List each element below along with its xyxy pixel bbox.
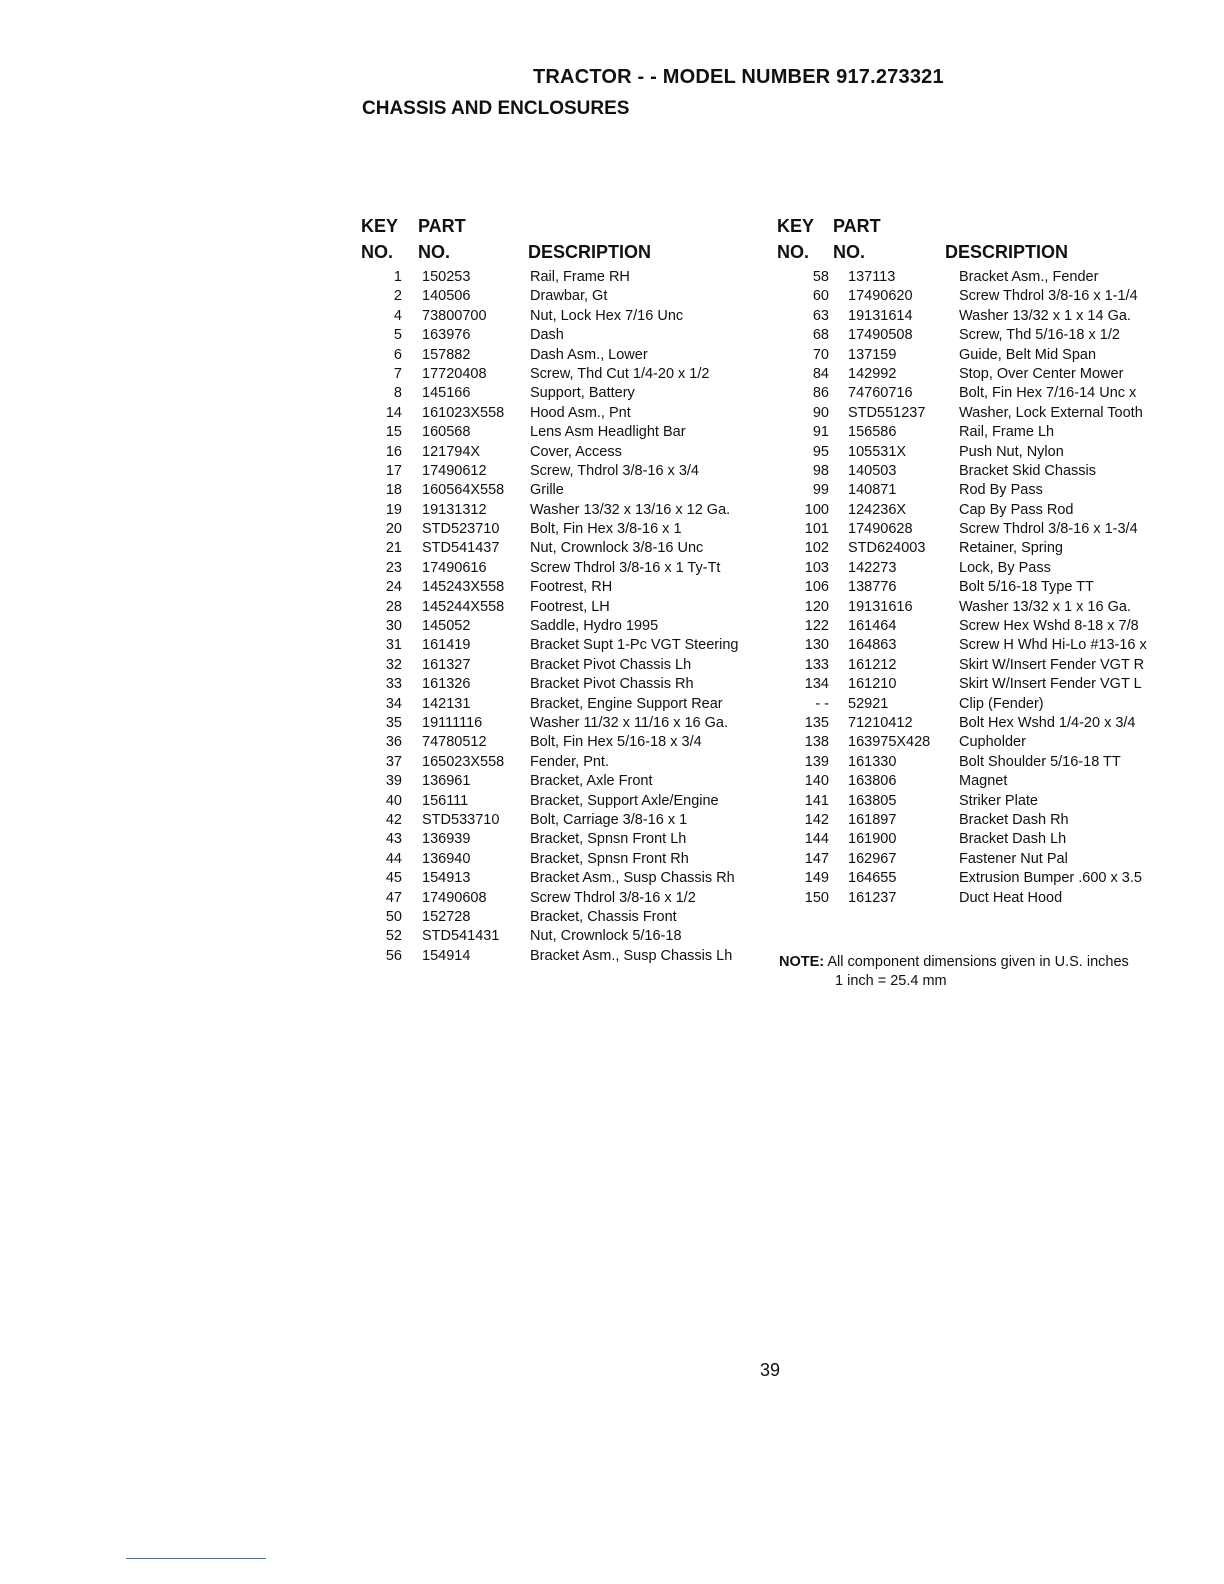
table-row <box>360 443 770 462</box>
key-number: 101 <box>804 521 829 538</box>
table-row <box>776 578 1216 597</box>
table-row <box>360 753 770 772</box>
table-row <box>360 617 770 636</box>
part-description: Bracket Pivot Chassis Rh <box>530 676 694 693</box>
key-number: 18 <box>385 482 402 499</box>
part-description: Bracket, Spnsn Front Rh <box>530 850 689 867</box>
table-row <box>776 617 1216 636</box>
key-number: 91 <box>812 424 829 441</box>
key-number: 2 <box>393 288 402 305</box>
note-conversion: 1 inch = 25.4 mm <box>835 973 947 989</box>
part-number: 161897 <box>848 811 897 828</box>
table-row <box>776 307 1216 326</box>
table-row <box>360 675 770 694</box>
part-description: Rail, Frame RH <box>530 269 630 285</box>
key-number: 8 <box>393 385 402 402</box>
key-number: 15 <box>385 424 402 441</box>
key-number: 52 <box>385 928 402 945</box>
key-number: 120 <box>804 598 829 615</box>
right-part-header-line2: NO. <box>833 242 866 262</box>
table-row <box>776 792 1216 811</box>
key-number: 147 <box>804 850 829 867</box>
table-row <box>360 520 770 539</box>
part-number: 140503 <box>848 462 897 479</box>
key-number: 144 <box>804 831 829 848</box>
key-number: 86 <box>812 385 829 402</box>
part-number: 152728 <box>422 908 471 925</box>
part-number: 161419 <box>422 637 471 654</box>
key-number: 103 <box>804 559 829 576</box>
part-description: Bracket Pivot Chassis Lh <box>530 656 692 673</box>
part-number: 19131614 <box>848 307 913 324</box>
part-description: Bracket Dash Rh <box>959 811 1069 828</box>
part-number: 17490508 <box>848 327 913 344</box>
table-row <box>360 481 770 500</box>
key-number: 20 <box>385 521 402 538</box>
part-number: 145166 <box>422 385 471 402</box>
table-row <box>360 811 770 830</box>
key-number: 68 <box>812 327 829 344</box>
key-number: 35 <box>385 714 402 731</box>
table-row <box>776 481 1216 500</box>
table-row <box>776 462 1216 481</box>
key-number: 16 <box>385 443 402 460</box>
key-number: 36 <box>385 734 402 751</box>
key-number: 90 <box>812 404 829 421</box>
part-description: Cap By Pass Rod <box>959 501 1074 518</box>
part-number: 164863 <box>848 637 897 654</box>
part-description: Retainer, Spring <box>959 540 1063 557</box>
key-number: 142 <box>804 811 829 828</box>
table-row <box>360 268 770 287</box>
part-number: 19111116 <box>422 714 483 731</box>
part-number: 163976 <box>422 327 471 344</box>
part-description: Dash <box>530 327 564 344</box>
part-number: 145052 <box>422 618 471 635</box>
part-description: Rod By Pass <box>959 482 1043 499</box>
part-description: Bolt, Fin Hex 7/16-14 Unc x <box>959 385 1137 402</box>
part-description: Fender, Pnt. <box>530 753 609 770</box>
part-description: Footrest, LH <box>530 598 610 615</box>
part-description: Support, Battery <box>530 385 635 402</box>
key-number: 60 <box>812 288 829 305</box>
key-number: 50 <box>385 908 402 925</box>
part-number: 137113 <box>848 269 896 285</box>
key-number: 37 <box>385 753 402 770</box>
part-number: 136961 <box>422 773 471 790</box>
table-row <box>360 733 770 752</box>
part-description: Bracket Asm., Fender <box>959 269 1099 285</box>
part-number: 161237 <box>848 889 897 906</box>
table-row <box>776 695 1216 714</box>
part-description: Bracket, Engine Support Rear <box>530 695 723 712</box>
part-description: Bolt 5/16-18 Type TT <box>959 579 1094 596</box>
table-row <box>776 753 1216 772</box>
table-row <box>776 326 1216 345</box>
key-number: 149 <box>804 870 829 887</box>
part-description: Washer 11/32 x 11/16 x 16 Ga. <box>530 714 729 731</box>
part-description: Stop, Over Center Mower <box>959 365 1124 382</box>
part-number: STD533710 <box>422 811 500 828</box>
part-number: 52921 <box>848 695 889 712</box>
left-key-header-line2: NO. <box>361 242 394 262</box>
table-row <box>360 830 770 849</box>
part-description: Bolt, Fin Hex 3/8-16 x 1 <box>530 521 682 538</box>
table-row <box>360 462 770 481</box>
part-number: 137159 <box>848 346 897 363</box>
part-number: 142992 <box>848 365 897 382</box>
table-row <box>776 520 1216 539</box>
key-number: 31 <box>385 637 402 654</box>
left-part-header-line2: NO. <box>418 242 451 262</box>
table-row <box>360 287 770 306</box>
part-number: 140871 <box>848 482 897 499</box>
part-description: Washer 13/32 x 1 x 14 Ga. <box>959 307 1131 324</box>
key-number: 43 <box>385 831 402 848</box>
part-number: 140506 <box>422 288 471 305</box>
key-number: 19 <box>385 501 402 518</box>
part-number: 19131312 <box>422 501 487 518</box>
table-row <box>360 695 770 714</box>
part-number: 161212 <box>848 656 897 673</box>
part-description: Skirt W/Insert Fender VGT L <box>959 676 1142 693</box>
part-description: Screw, Thd 5/16-18 x 1/2 <box>959 327 1120 344</box>
part-description: Screw Thdrol 3/8-16 x 1-3/4 <box>959 521 1138 538</box>
table-row <box>360 889 770 908</box>
part-description: Washer 13/32 x 1 x 16 Ga. <box>959 598 1131 615</box>
table-row <box>360 714 770 733</box>
part-description: Skirt W/Insert Fender VGT R <box>959 656 1145 673</box>
table-row <box>776 869 1216 888</box>
part-description: Rail, Frame Lh <box>959 424 1055 441</box>
table-row <box>776 423 1216 442</box>
table-row <box>776 598 1216 617</box>
table-row <box>776 559 1216 578</box>
part-number: 17490612 <box>422 462 487 479</box>
key-number: - - <box>815 695 829 712</box>
part-description: Bolt, Fin Hex 5/16-18 x 3/4 <box>530 734 702 751</box>
table-row <box>776 384 1216 403</box>
part-description: Bracket, Support Axle/Engine <box>530 792 719 809</box>
table-row <box>360 869 770 888</box>
part-description: Bolt Hex Wshd 1/4-20 x 3/4 <box>959 714 1136 731</box>
part-description: Push Nut, Nylon <box>959 443 1064 460</box>
key-number: 133 <box>804 656 829 673</box>
table-row <box>360 307 770 326</box>
part-number: 163806 <box>848 773 897 790</box>
key-number: 56 <box>385 947 402 964</box>
key-number: 130 <box>804 637 829 654</box>
part-number: 142273 <box>848 559 897 576</box>
part-number: 163975X428 <box>848 734 931 751</box>
table-row <box>776 889 1216 908</box>
table-row <box>360 772 770 791</box>
table-row <box>360 598 770 617</box>
part-number: 163805 <box>848 792 897 809</box>
part-description: Bracket Dash Lh <box>959 831 1067 848</box>
part-number: 161023X558 <box>422 404 505 421</box>
part-number: 73800700 <box>422 307 487 324</box>
part-number: 74760716 <box>848 385 913 402</box>
part-number: 161900 <box>848 831 897 848</box>
key-number: 40 <box>385 792 402 809</box>
page-number: 39 <box>760 1360 781 1380</box>
part-description: Screw, Thdrol 3/8-16 x 3/4 <box>530 462 699 479</box>
table-row <box>360 365 770 384</box>
part-description: Screw Hex Wshd 8-18 x 7/8 <box>959 618 1139 635</box>
key-number: 1 <box>393 269 402 285</box>
part-number: 121794X <box>422 443 481 460</box>
key-number: 30 <box>385 618 402 635</box>
key-number: 106 <box>804 579 829 596</box>
part-description: Bracket, Spnsn Front Lh <box>530 831 687 848</box>
key-number: 63 <box>812 307 829 324</box>
part-description: Nut, Crownlock 5/16-18 <box>530 928 682 945</box>
part-description: Bracket Supt 1-Pc VGT Steering <box>530 637 739 654</box>
note-text: All component dimensions given in U.S. inches <box>827 954 1129 970</box>
right-key-header-line2: NO. <box>777 242 810 262</box>
part-number: 19131616 <box>848 598 913 615</box>
part-number: STD541431 <box>422 928 500 945</box>
left-description-header: DESCRIPTION <box>528 242 652 262</box>
part-number: 161330 <box>848 753 897 770</box>
left-key-header-line1: KEY <box>361 216 399 236</box>
part-description: Lens Asm Headlight Bar <box>530 424 686 441</box>
key-number: 100 <box>804 501 829 518</box>
key-number: 32 <box>385 656 402 673</box>
table-row <box>360 423 770 442</box>
part-number: 17720408 <box>422 365 487 382</box>
part-number: 162967 <box>848 850 897 867</box>
part-number: 136940 <box>422 850 471 867</box>
table-row <box>360 559 770 578</box>
left-part-header-line1: PART <box>418 216 466 236</box>
part-description: Guide, Belt Mid Span <box>959 346 1097 363</box>
part-description: Cupholder <box>959 734 1026 751</box>
part-number: 136939 <box>422 831 471 848</box>
part-number: 142131 <box>422 695 471 712</box>
part-number: 145243X558 <box>422 579 505 596</box>
table-row <box>360 384 770 403</box>
part-description: Bracket, Chassis Front <box>530 908 677 925</box>
part-number: 157882 <box>422 346 471 363</box>
part-description: Bracket Asm., Susp Chassis Rh <box>530 870 735 887</box>
right-description-header: DESCRIPTION <box>945 242 1069 262</box>
table-row <box>776 539 1216 558</box>
key-number: 17 <box>385 462 402 479</box>
right-part-header-line1: PART <box>833 216 881 236</box>
table-row <box>776 675 1216 694</box>
part-number: 124236X <box>848 501 907 518</box>
part-description: Lock, By Pass <box>959 559 1051 576</box>
key-number: 44 <box>385 850 402 867</box>
part-description: Bracket, Axle Front <box>530 773 653 790</box>
table-row <box>776 714 1216 733</box>
part-description: Grille <box>530 482 564 499</box>
part-description: Saddle, Hydro 1995 <box>530 618 659 635</box>
table-row <box>360 927 770 946</box>
part-number: 164655 <box>848 870 897 887</box>
part-number: 161464 <box>848 618 897 635</box>
table-row <box>360 908 770 927</box>
table-row <box>776 501 1216 520</box>
part-description: Clip (Fender) <box>959 695 1044 712</box>
table-row <box>360 501 770 520</box>
part-number: 156111 <box>422 792 469 809</box>
section-subtitle: CHASSIS AND ENCLOSURES <box>362 98 630 119</box>
part-number: 154914 <box>422 947 471 964</box>
left-parts-list <box>360 268 770 966</box>
key-number: 23 <box>385 559 402 576</box>
part-description: Bolt, Carriage 3/8-16 x 1 <box>530 811 688 828</box>
table-row <box>360 636 770 655</box>
table-row <box>360 539 770 558</box>
table-row <box>776 850 1216 869</box>
part-number: STD551237 <box>848 404 926 421</box>
table-row <box>360 346 770 365</box>
part-number: STD523710 <box>422 521 500 538</box>
part-number: STD624003 <box>848 540 926 557</box>
part-number: 138776 <box>848 579 897 596</box>
key-number: 141 <box>804 792 829 809</box>
note-label: NOTE: <box>779 954 825 970</box>
part-number: 161327 <box>422 656 471 673</box>
part-description: Screw Thdrol 3/8-16 x 1-1/4 <box>959 288 1138 305</box>
part-number: 161210 <box>848 676 897 693</box>
part-number: 17490616 <box>422 559 487 576</box>
key-number: 39 <box>385 773 402 790</box>
key-number: 84 <box>812 365 829 382</box>
part-description: Nut, Lock Hex 7/16 Unc <box>530 307 684 324</box>
table-row <box>776 287 1216 306</box>
part-number: 145244X558 <box>422 598 505 615</box>
key-number: 34 <box>385 695 402 712</box>
part-number: 161326 <box>422 676 471 693</box>
table-row <box>360 792 770 811</box>
part-number: 17490628 <box>848 521 913 538</box>
table-row <box>776 268 1216 287</box>
part-number: 160568 <box>422 424 471 441</box>
key-number: 102 <box>804 540 829 557</box>
key-number: 33 <box>385 676 402 693</box>
part-number: 154913 <box>422 870 471 887</box>
key-number: 140 <box>804 773 829 790</box>
note <box>779 954 1129 970</box>
table-row <box>360 947 770 966</box>
part-description: Bracket Skid Chassis <box>959 462 1096 479</box>
part-description: Hood Asm., Pnt <box>530 404 631 421</box>
part-description: Dash Asm., Lower <box>530 346 648 363</box>
part-number: 160564X558 <box>422 482 505 499</box>
part-number: 17490620 <box>848 288 913 305</box>
part-description: Extrusion Bumper .600 x 3.5 <box>959 870 1142 887</box>
key-number: 122 <box>804 618 829 635</box>
part-description: Screw, Thd Cut 1/4-20 x 1/2 <box>530 365 710 382</box>
table-row <box>360 850 770 869</box>
part-number: 150253 <box>422 269 471 285</box>
part-number: 74780512 <box>422 734 487 751</box>
part-description: Footrest, RH <box>530 579 613 596</box>
key-number: 98 <box>812 462 829 479</box>
key-number: 150 <box>804 889 829 906</box>
key-number: 47 <box>385 889 402 906</box>
part-number: 71210412 <box>848 714 913 731</box>
key-number: 5 <box>393 327 402 344</box>
table-row <box>360 404 770 423</box>
table-row <box>776 772 1216 791</box>
table-row <box>360 656 770 675</box>
part-description: Striker Plate <box>959 792 1038 809</box>
table-row <box>360 578 770 597</box>
key-number: 24 <box>385 579 402 596</box>
part-description: Fastener Nut Pal <box>959 850 1068 867</box>
right-key-header-line1: KEY <box>777 216 815 236</box>
part-number: 165023X558 <box>422 753 505 770</box>
table-row <box>776 404 1216 423</box>
part-description: Bolt Shoulder 5/16-18 TT <box>959 753 1121 770</box>
key-number: 139 <box>804 753 829 770</box>
table-row <box>776 830 1216 849</box>
part-description: Screw Thdrol 3/8-16 x 1 Ty-Tt <box>530 559 721 576</box>
key-number: 7 <box>393 365 402 382</box>
page-title: TRACTOR - - MODEL NUMBER 917.273321 <box>533 66 944 88</box>
right-parts-list <box>776 268 1216 908</box>
key-number: 4 <box>393 307 402 324</box>
part-description: Washer, Lock External Tooth <box>959 404 1143 421</box>
key-number: 70 <box>812 346 829 363</box>
part-number: 156586 <box>848 424 897 441</box>
key-number: 28 <box>385 598 402 615</box>
table-row <box>776 733 1216 752</box>
table-row <box>776 365 1216 384</box>
key-number: 21 <box>385 540 402 557</box>
key-number: 134 <box>804 676 829 693</box>
table-row <box>776 811 1216 830</box>
part-description: Magnet <box>959 773 1008 790</box>
part-description: Nut, Crownlock 3/8-16 Unc <box>530 540 704 557</box>
key-number: 6 <box>393 346 402 363</box>
part-description: Drawbar, Gt <box>530 288 608 305</box>
part-description: Screw Thdrol 3/8-16 x 1/2 <box>530 889 696 906</box>
key-number: 42 <box>385 811 402 828</box>
table-row <box>776 443 1216 462</box>
table-row <box>360 326 770 345</box>
part-number: 105531X <box>848 443 907 460</box>
table-row <box>776 656 1216 675</box>
part-description: Screw H Whd Hi-Lo #13-16 x <box>959 637 1147 654</box>
key-number: 99 <box>812 482 829 499</box>
part-number: STD541437 <box>422 540 500 557</box>
footer-rule <box>126 1558 266 1559</box>
key-number: 58 <box>812 269 829 285</box>
key-number: 138 <box>804 734 829 751</box>
key-number: 45 <box>385 870 402 887</box>
key-number: 135 <box>804 714 829 731</box>
key-number: 14 <box>385 404 402 421</box>
part-number: 17490608 <box>422 889 487 906</box>
part-description: Cover, Access <box>530 443 622 460</box>
part-description: Bracket Asm., Susp Chassis Lh <box>530 947 733 964</box>
part-description: Duct Heat Hood <box>959 889 1063 906</box>
part-description: Washer 13/32 x 13/16 x 12 Ga. <box>530 501 731 518</box>
key-number: 95 <box>812 443 829 460</box>
table-row <box>776 346 1216 365</box>
table-row <box>776 636 1216 655</box>
